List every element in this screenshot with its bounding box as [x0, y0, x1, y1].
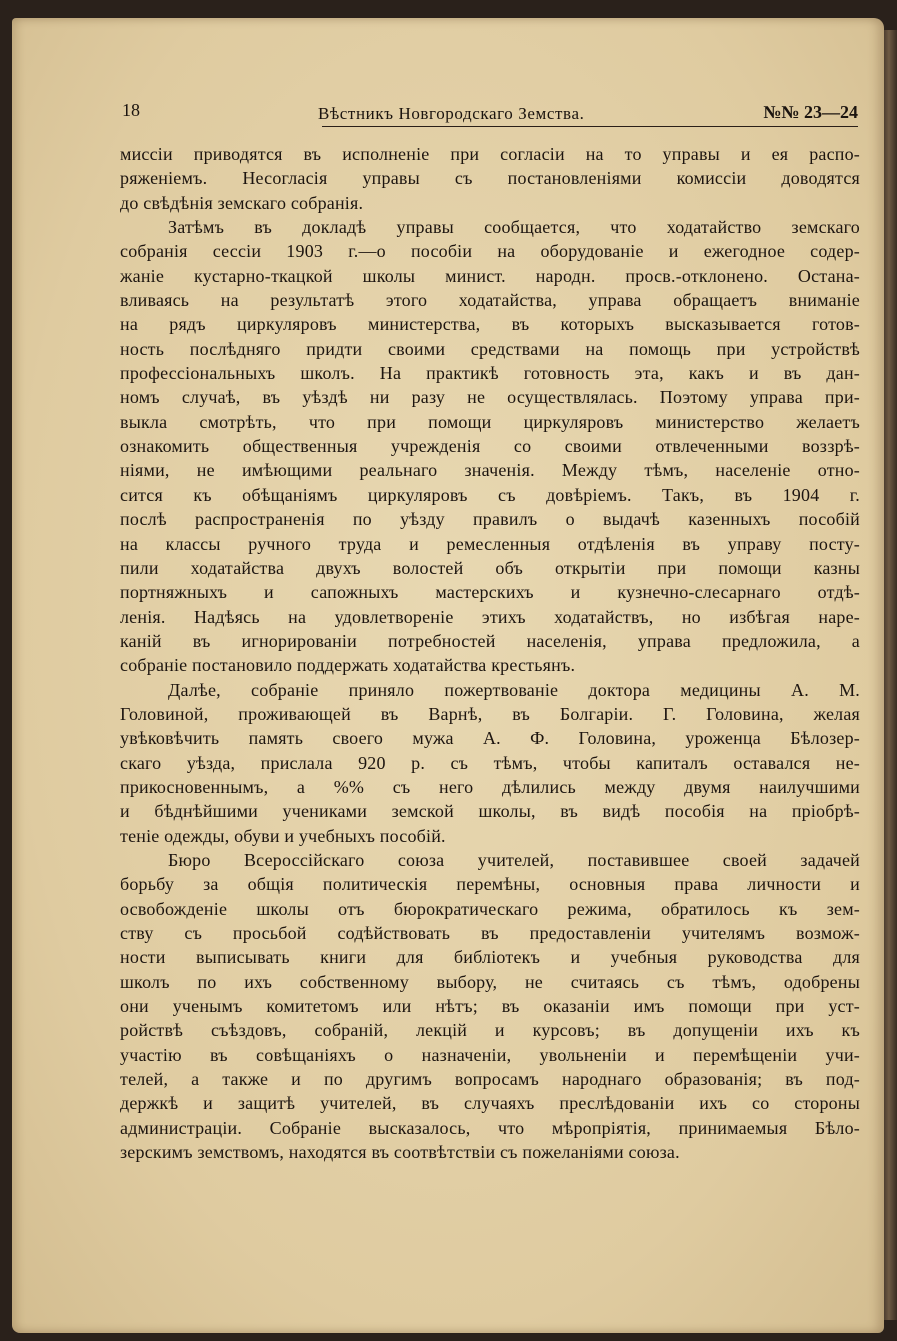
text-line: ленія. Надѣясь на удовлетвореніе этихъ ходатайствъ, но избѣгая наре- [120, 606, 860, 627]
text-line: собранія сессіи 1903 г.—о пособіи на оборудованіе и ежегодное содер- [120, 241, 860, 262]
text-line: на рядъ циркуляровъ министерства, въ которыхъ высказывается готов- [120, 314, 860, 335]
text-line: до свѣдѣнія земскаго собранія. [120, 192, 364, 213]
text-line: и бѣднѣйшими учениками земской школы, въ видѣ пособія на пріобрѣ- [120, 801, 860, 822]
text-line: собраніе постановило поддержать ходатайства крестьянъ. [120, 655, 576, 676]
text-line: они ученымъ комитетомъ или нѣтъ; въ оказаніи имъ помощи при уст- [120, 996, 860, 1017]
text-line: сится къ обѣщаніямъ циркуляровъ съ довѣріемъ. Такъ, въ 1904 г. [120, 484, 860, 505]
paragraph [120, 215, 860, 678]
text-line: увѣковѣчить память своего мужа А. Ф. Головина, уроженца Бѣлозер- [120, 728, 860, 749]
paragraph [120, 678, 860, 848]
paragraph [120, 142, 860, 215]
text-line: ознакомить общественныя учрежденія со своими отвлеченными воззрѣ- [120, 436, 860, 457]
issue-number: №№ 23—24 [763, 102, 858, 122]
text-line: пили ходатайства двухъ волостей объ открытіи при помощи казны [120, 557, 860, 578]
text-line: участію въ совѣщаніяхъ о назначеніи, увольненіи и перемѣщеніи учи- [120, 1044, 860, 1065]
text-line: вливаясь на результатѣ этого ходатайства, управа обращаетъ вниманіе [120, 290, 860, 311]
text-line: Затѣмъ въ докладѣ управы сообщается, что ходатайство земскаго [168, 217, 860, 238]
text-line: послѣ распространенія по уѣзду правилъ о выдачѣ казенныхъ пособій [120, 509, 860, 530]
text-line: ству съ просьбой содѣйствовать въ предоставленіи учителямъ возмож- [120, 923, 860, 943]
text-line: Головиной, проживающей въ Варнѣ, въ Болгаріи. Г. Головина, желая [120, 703, 860, 724]
text-line: администраціи. Собраніе высказалось, что мѣропріятія, принимаемыя Бѣло- [120, 1117, 860, 1138]
body-text [120, 142, 860, 1164]
text-line: теніе одежды, обуви и учебныхъ пособій. [120, 825, 446, 846]
header-rule [322, 126, 858, 127]
running-title: Вѣстникъ Новгородскаго Земства. [318, 104, 585, 123]
text-line: ность послѣдняго придти своими средствами на помощь при устройствѣ [120, 338, 860, 359]
text-line: на классы ручного труда и ремесленныя отдѣленія въ управу посту- [120, 533, 860, 554]
paragraph [120, 848, 860, 1164]
text-line: прикосновеннымъ, а %% съ него дѣлились между двумя наилучшими [120, 776, 860, 797]
text-line: ности выписывать книги для библіотекъ и учебныя руководства для [120, 947, 860, 968]
text-line: профессіональныхъ школъ. На практикѣ готовность эта, какъ и въ дан- [120, 363, 860, 384]
text-line: Бюро Всероссійскаго союза учителей, поставившее своей задачей [168, 849, 860, 870]
text-line: каній въ игнорированіи потребностей населенія, управа предложила, а [120, 630, 860, 651]
page-number: 18 [122, 100, 140, 120]
text-line: выкла смотрѣть, что при помощи циркуляровъ министерство желаетъ [120, 411, 860, 432]
text-line: школъ по ихъ собственному выбору, не считаясь съ тѣмъ, одобрены [120, 971, 860, 992]
text-line: миссіи приводятся въ исполненіе при согласіи на то управы и ея распо- [120, 144, 860, 164]
text-line: зерскимъ земствомъ, находятся въ соотвѣтствіи съ пожеланіями союза. [120, 1142, 680, 1163]
text-line: ніями, не имѣющими реальнаго значенія. Между тѣмъ, населеніе отно- [120, 460, 860, 481]
text-line: скаго уѣзда, прислала 920 р. съ тѣмъ, чтобы капиталъ оставался не- [120, 752, 860, 773]
text-line: Далѣе, собраніе приняло пожертвованіе доктора медицины А. М. [168, 679, 860, 700]
text-line: жаніе кустарно-ткацкой школы минист. народн. просв.-отклонено. Остана- [120, 265, 860, 286]
text-line: ройствѣ съѣздовъ, собраній, лекцій и курсовъ; въ допущеніи ихъ къ [120, 1020, 860, 1041]
text-line: номъ случаѣ, въ уѣздѣ ни разу не осуществлялась. Поэтому управа при- [120, 387, 860, 408]
text-line: освобожденіе школы отъ бюрократическаго режима, обратилось къ зем- [120, 898, 860, 919]
text-line: телей, а также и по другимъ вопросамъ народнаго образованія; въ под- [120, 1069, 860, 1090]
text-line: держкѣ и защитѣ учителей, въ случаяхъ преслѣдованіи ихъ со стороны [120, 1093, 860, 1114]
page-header [122, 96, 858, 128]
text-line: ряженіемъ. Несогласія управы съ постановленіями комиссіи доводятся [120, 168, 860, 189]
text-line: борьбу за общія политическія перемѣны, основныя права личности и [120, 874, 860, 895]
text-line: портняжныхъ и сапожныхъ мастерскихъ и кузнечно-слесарнаго отдѣ- [120, 582, 860, 603]
